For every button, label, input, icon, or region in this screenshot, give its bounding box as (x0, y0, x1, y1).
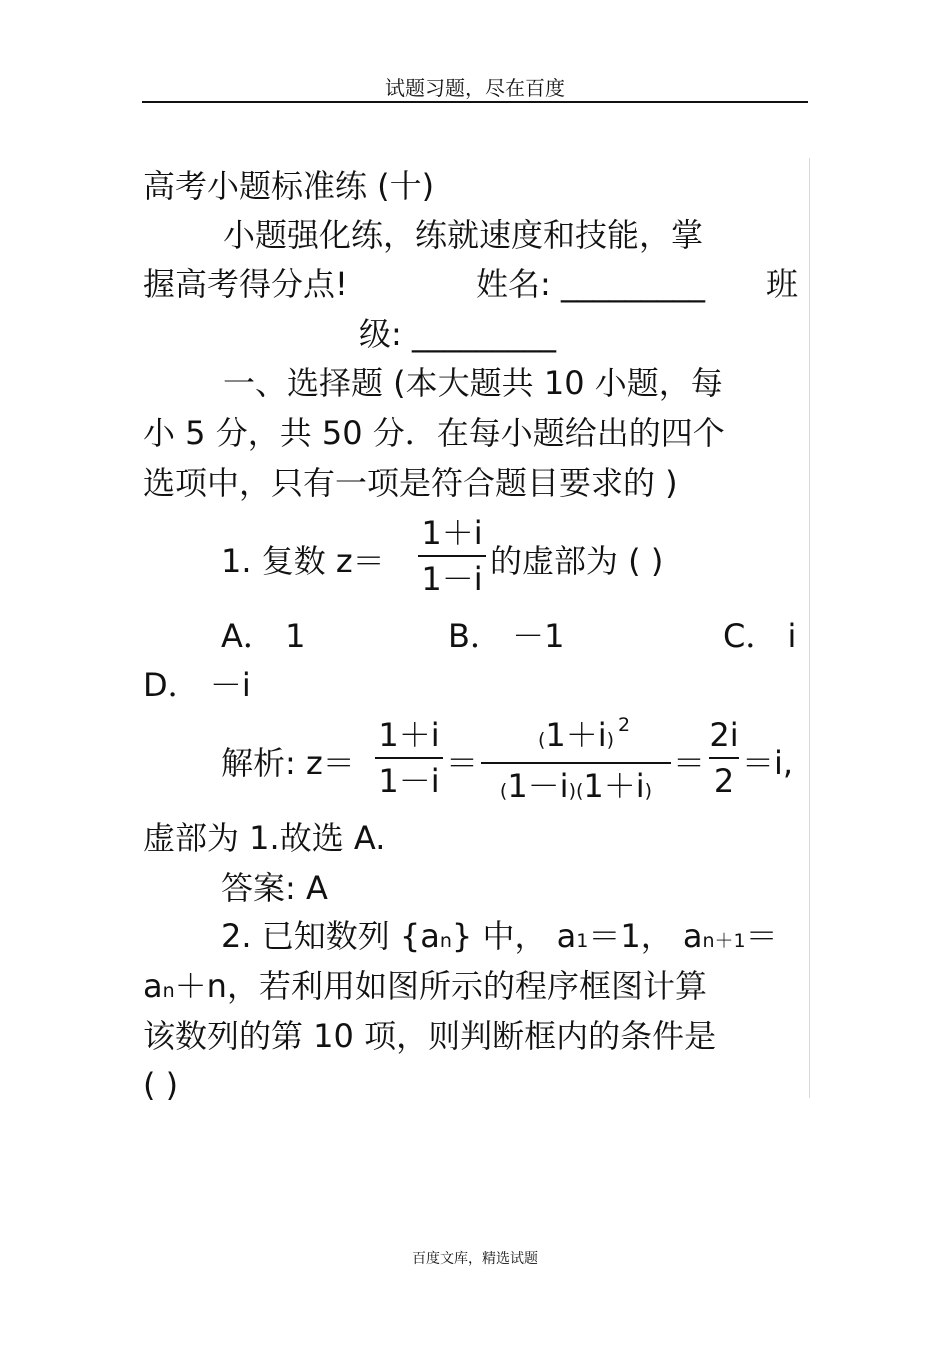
q1-solution-line-2: 虚部为 1.故选 A. (143, 819, 386, 857)
q1-solution-fraction-3 (709, 715, 739, 801)
class-label: 班 (766, 265, 799, 303)
q1-solution-fraction-2 (481, 715, 671, 811)
exponent: 2 (617, 714, 631, 736)
q1-prefix: 1. 复数 z＝ (221, 542, 385, 580)
q2-text: ＋n，若利用如图所示的程序框图计算 (174, 967, 707, 1005)
solution-f1-denominator: 1－i (378, 762, 440, 800)
q1-solution-prefix: 解析: z＝ (221, 744, 355, 782)
section-heading-line-1: 一、选择题 (本大题共 10 小题，每 (223, 364, 723, 402)
q1-option-b: B． －1 (448, 617, 565, 655)
solution-f1-numerator: 1＋i (378, 716, 440, 754)
q1-option-d: D． －i (143, 666, 251, 704)
q2-text: } 中， a (451, 917, 577, 955)
fraction-bar (709, 757, 739, 759)
intro-line-1: 小题强化练，练就速度和技能，掌 (223, 216, 704, 254)
solution-f3-numerator: 2i (709, 716, 739, 754)
q1-solution-fraction-1 (375, 715, 443, 801)
subscript: n (162, 980, 175, 1002)
solution-f3-denominator: 2 (713, 762, 735, 800)
q1-fraction (418, 513, 486, 599)
fraction-bar (418, 555, 486, 557)
q2-line-2 (143, 966, 707, 1011)
factor-b: 1＋i (583, 767, 645, 805)
section-heading-line-2: 小 5 分，共 50 分．在每小题给出的四个 (143, 414, 725, 452)
q1-answer: 答案: A (221, 869, 328, 907)
solution-f2-numerator (537, 714, 631, 760)
name-field[interactable]: 姓名: _________ (476, 265, 705, 303)
q2-text: ＝1， a (588, 917, 703, 955)
q2-text: ＝ (745, 917, 778, 955)
q1-denominator: 1－i (421, 560, 483, 598)
section-heading-line-3: 选项中，只有一项是符合题目要求的 ) (143, 464, 678, 502)
subscript: 1 (576, 930, 589, 952)
q1-suffix: 的虚部为 ( ) (490, 542, 664, 580)
doc-title: 高考小题标准练 (十) (143, 167, 435, 205)
paren-right: ) (606, 729, 615, 751)
fraction-bar (481, 762, 671, 764)
header-rule (142, 101, 808, 103)
subscript: n (439, 930, 452, 952)
solution-f2-base: 1＋i (545, 716, 607, 754)
class-field[interactable]: 级: _________ (359, 315, 556, 353)
q1-option-a: A． 1 (221, 617, 306, 655)
q2-line-4: ( ) (143, 1066, 179, 1104)
equals-sign: ＝ (673, 744, 706, 782)
q1-option-c: C． i (723, 617, 797, 655)
q2-text: a (143, 967, 163, 1005)
q2-line-1 (221, 916, 778, 961)
equals-sign: ＝ (446, 744, 479, 782)
page-footer: 百度文库，精选试题 (412, 1251, 538, 1267)
document-body (143, 158, 810, 1104)
page-header: 试题习题，尽在百度 (385, 76, 565, 100)
paren-left: ( (537, 729, 546, 751)
solution-f2-denominator: (1－i)(1＋i) (499, 767, 653, 805)
q2-text: 2. 已知数列 {a (221, 917, 440, 955)
q1-numerator: 1＋i (421, 514, 483, 552)
intro-slogan: 握高考得分点! (143, 265, 348, 303)
q2-line-3: 该数列的第 10 项，则判断框内的条件是 (143, 1017, 717, 1055)
fraction-bar (375, 757, 443, 759)
intro-line-2 (143, 264, 809, 304)
subscript: n＋1 (702, 930, 746, 952)
factor-a: 1－i (507, 767, 569, 805)
q1-solution-end: ＝i, (742, 744, 794, 782)
